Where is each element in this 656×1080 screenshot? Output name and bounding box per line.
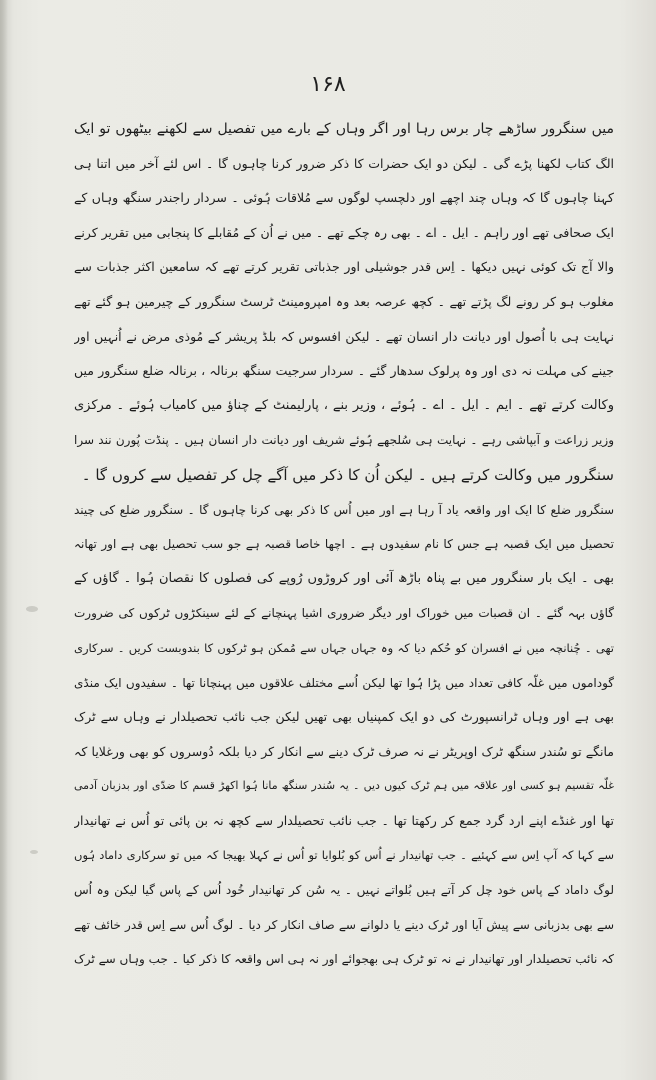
text-line: والا آج تک کوئی نہیں دیکھا ۔ اِس قدر جوشیلی اور جذباتی تقریر کرتے تھے کہ سامعین اکثر جذبات سے xyxy=(74,259,614,275)
text-line: کہنا چاہوں گا کہ وہاں چند اچھے اور دلچسپ لوگوں سے مُلاقات ہُوئی ۔ سردار راجندر سنگھ وہاں کے xyxy=(74,190,614,206)
page-body-text xyxy=(74,112,614,977)
text-line: ایک صحافی تھے اور راہم ۔ ایل ۔ اے ۔ بھی رہ چکے تھے ۔ میں نے اُن کے مُقابلے کا پنجابی میں تقریر کرنے xyxy=(74,224,614,240)
text-line: وکالت کرتے تھے ۔ ایم ۔ ایل ۔ اے ۔ ہُوئے ، وزیر بنے ، پارلیمنٹ کے چناؤ میں کامیاب ہُوئے ۔ مرکزی xyxy=(74,397,614,413)
text-line: مانگے تو سُندر سنگھ ٹرک اوپریٹر نے نہ صرف ٹرک دینے سے انکار کر دیا بلکہ دُوسروں کو بھی ورغلایا کہ xyxy=(74,743,614,759)
ink-blot xyxy=(30,850,38,854)
text-line: سنگرور ضلع کا ایک اور واقعہ یاد آ رہا ہے اور میں اُس کا ذکر بھی کرنا چاہوں گا ۔ سنگرور ضلع کی چیند xyxy=(74,502,614,517)
text-line: تھا اور غنڈے اپنے ارد گرد جمع کر رکھتا تھا ۔ جب نائب تحصیلدار سے کچھ نہ بن پائی تو اُس نے تھانیدار xyxy=(74,812,614,828)
text-line: سے بھی بدزبانی سے پیش آیا اور ٹرک دینے یا دلوانے سے صاف انکار کر دیا ۔ لوگ اُس سے اِس قدر خائف تھے xyxy=(74,917,614,932)
text-line: جینے کی مہلت نہ دی اور وہ پرلوک سدھار گئے ۔ سردار سرجیت سنگھ برنالہ ، برنالہ ضلع سنگرور میں xyxy=(74,363,614,379)
text-line: تحصیل میں ایک قصبہ ہے جس کا نام سفیدوں ہے ۔ اچھا خاصا قصبہ ہے جو سب تحصیل بھی ہے اور تھانہ xyxy=(74,537,614,552)
text-line: مغلوب ہو کر رونے لگ پڑتے تھے ۔ کچھ عرصہ بعد وہ امپرومینٹ ٹرسٹ سنگرور کے چیرمین ہو گئے تھے xyxy=(74,293,614,309)
text-line: وزیر زراعت و آبپاشی رہے ۔ نہایت ہی سُلجھے ہُوئے شریف اور دیانت دار انسان ہیں ۔ پنڈت پُورن نند سرا xyxy=(74,433,614,448)
text-line: میں سنگرور ساڑھے چار برس رہا اور اگر وہاں کے بارے میں تفصیل سے لکھنے بیٹھوں تو ایک xyxy=(74,121,614,137)
text-line: گوداموں میں غلّہ کافی تعداد میں پڑا ہُوا تھا لیکن اُسے مختلف علاقوں میں پہنچانا تھا ۔ سفیدوں ایک منڈی xyxy=(74,675,614,690)
text-line: لوگ داماد کے پاس خود چل کر آتے ہیں بُلواتے نہیں ۔ یہ سُن کر تھانیدار خُود اُس کے پاس گیا لیکن وہ اُس xyxy=(74,883,614,898)
text-line: سنگرور میں وکالت کرتے ہیں ۔ لیکن اُن کا ذکر میں آگے چل کر تفصیل سے کروں گا ۔ xyxy=(81,465,614,484)
text-line: نہایت ہی با اُصول اور دیانت دار انسان تھے ۔ لیکن افسوس کہ بلڈ پریشر کے مُوذی مرض نے اُنہیں اور xyxy=(74,328,614,344)
text-line: الگ کتاب لکھنا پڑے گی ۔ لیکن دو ایک حضرات کا ذکر ضرور کرنا چاہوں گا ۔ اس لئے آخر میں اتنا ہی xyxy=(74,155,614,171)
text-line: غلّہ تقسیم ہو کسی اور علاقہ میں ہم ٹرک کیوں دیں ۔ یہ سُندر سنگھ مانا ہُوا اکھڑ قسم کا ضدّی اور بدزبان آدمی xyxy=(74,779,614,793)
text-line: بھی ہے اور وہاں ٹرانسپورٹ کی دو ایک کمپنیاں بھی تھیں لیکن جب نائب تحصیلدار نے وہاں سے ٹرک xyxy=(74,709,614,725)
page-number: ۱۶۸ xyxy=(310,72,346,97)
text-line: تھی ۔ چُنانچہ میں نے افسران کو حُکم دیا کہ وہ جہاں جہاں سے مُمکن ہو ٹرکوں کا بندوبست کریں ۔ سرکاری xyxy=(74,640,614,655)
text-line: کہ نائب تحصیلدار اور تھانیدار نے نہ تو ٹرک ہی بھجوائے اور نہ ہی اس واقعہ کا ذکر کیا ۔ جب وہاں سے ٹرک xyxy=(74,952,614,967)
text-line: گاؤں بہہ گئے ۔ ان قصبات میں خوراک اور دیگر ضروری اشیا پہنچانے کے لئے سینکڑوں ٹرکوں کی ضرورت xyxy=(74,606,614,621)
page-fold-shadow xyxy=(0,0,8,1080)
text-line: بھی ۔ ایک بار سنگرور میں بے پناہ باڑھ آئی اور کروڑوں رُوپے کی فصلوں کا نقصان ہُوا ۔ گاؤں کے xyxy=(74,570,614,586)
ink-blot xyxy=(26,606,38,612)
text-line: سے کہا کہ آپ اِس سے کہئیے ۔ جب تھانیدار نے اُس کو بُلوایا تو اُس نے کہلا بھیجا کہ میں تو سرکاری داماد ہُوں xyxy=(74,848,614,863)
